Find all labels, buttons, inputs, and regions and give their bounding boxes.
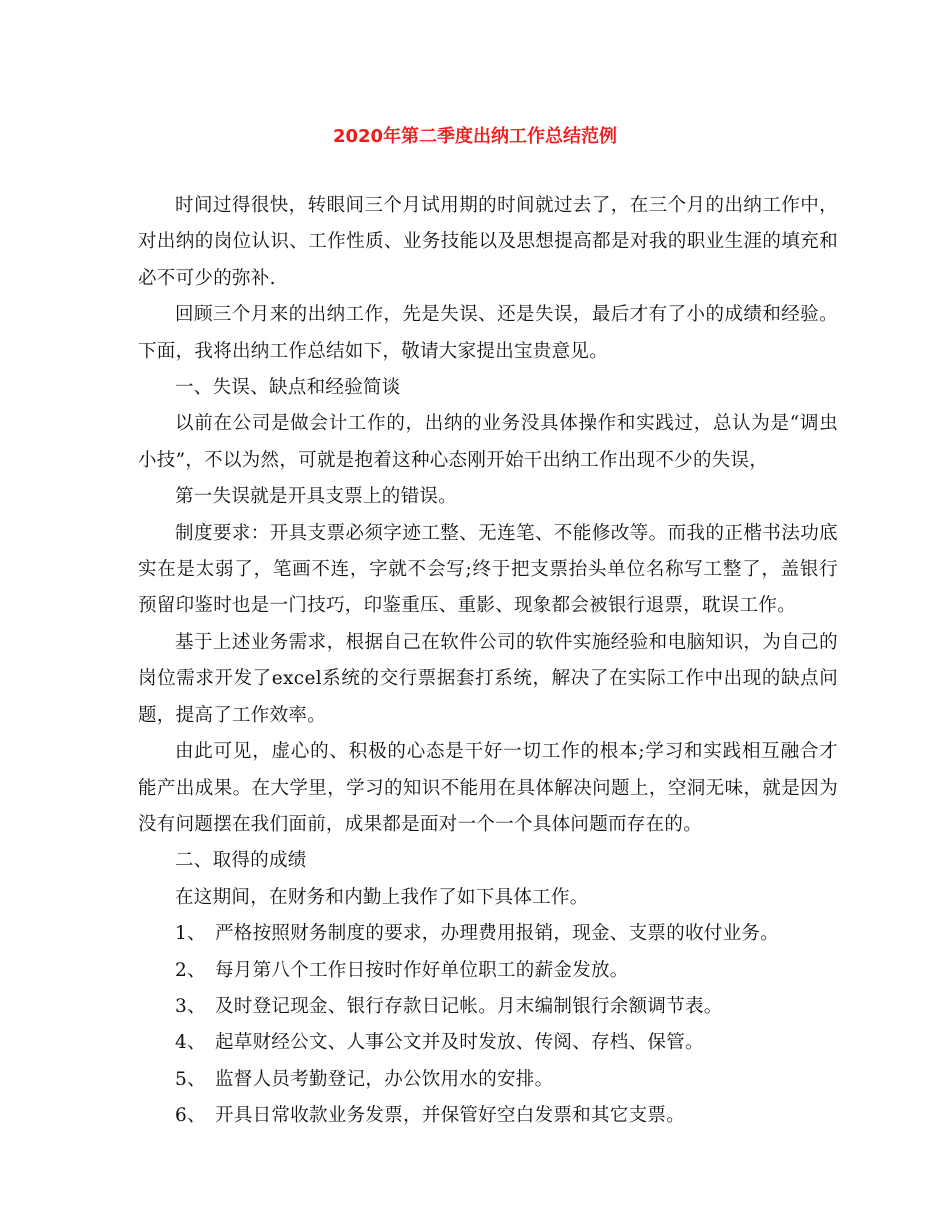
list-item-text: 每月第八个工作日按时作好单位职工的薪金发放。 — [215, 959, 629, 981]
list-item-number: 6、 — [175, 1105, 206, 1127]
list-item-number: 1、 — [175, 923, 206, 945]
paragraph-conclusion: 由此可见，虚心的、积极的心态是干好一切工作的根本;学习和实践相互融合才能产出成果。在大学里，学习的知识不能用在具体解决问题上，空洞无味，就是因为没有问题摆在我们面前，成果都是面对一个一个具体问题而存在的。 — [138, 741, 838, 835]
list-item-number: 5、 — [175, 1068, 206, 1090]
paragraph-work-intro: 在这期间，在财务和内勤上我作了如下具体工作。 — [175, 886, 589, 908]
list-item-text: 及时登记现金、银行存款日记帐。月末编制银行余额调节表。 — [215, 995, 723, 1017]
list-item — [138, 953, 838, 989]
document-title: 2020年第二季度出纳工作总结范例 — [332, 126, 618, 147]
paragraph-first-mistake: 第一失误就是开具支票上的错误。 — [175, 486, 458, 508]
paragraph-intro: 时间过得很快，转眼间三个月试用期的时间就过去了，在三个月的出纳工作中，对出纳的岗位认识、工作性质、业务技能以及思想提高都是对我的职业生涯的填充和必不可少的弥补. — [138, 195, 838, 289]
list-item — [138, 989, 838, 1025]
list-item-number: 3、 — [175, 995, 206, 1017]
list-item — [138, 1062, 838, 1098]
list-item-text: 开具日常收款业务发票，并保管好空白发票和其它支票。 — [215, 1105, 686, 1127]
paragraph-solution: 基于上述业务需求，根据自己在软件公司的软件实施经验和电脑知识，为自己的岗位需求开发了excel系统的交行票据套打系统，解决了在实际工作中出现的缺点问题，提高了工作效率。 — [138, 631, 838, 726]
paragraph-background: 以前在公司是做会计工作的，出纳的业务没具体操作和实践过，总认为是“调虫小技”，不以为然，可就是抱着这种心态刚开始干出纳工作出现不少的失误， — [138, 413, 838, 471]
section-heading-mistakes: 一、失误、缺点和经验简谈 — [175, 377, 401, 399]
section-heading-achievements: 二、取得的成绩 — [175, 850, 307, 872]
paragraph-review: 回顾三个月来的出纳工作，先是失误、还是失误，最后才有了小的成绩和经验。下面，我将出纳工作总结如下，敬请大家提出宝贵意见。 — [138, 304, 838, 362]
paragraph-requirements: 制度要求：开具支票必须字迹工整、无连笔、不能修改等。而我的正楷书法功底实在是太弱了，笔画不连，字就不会写;终于把支票抬头单位名称写工整了，盖银行预留印鉴时也是一门技巧，印鉴重压、重影、现象都会被银行退票，耽误工作。 — [138, 522, 838, 617]
list-item-text: 监督人员考勤登记，办公饮用水的安排。 — [215, 1068, 554, 1090]
list-item — [138, 1098, 838, 1134]
list-item-number: 2、 — [175, 959, 206, 981]
list-item-text: 严格按照财务制度的要求，办理费用报销，现金、支票的收付业务。 — [215, 923, 780, 945]
list-item — [138, 1025, 838, 1061]
list-item-number: 4、 — [175, 1032, 206, 1054]
list-item — [138, 916, 838, 952]
document-body — [138, 188, 838, 1135]
list-item-text: 起草财经公文、人事公文并及时发放、传阅、存档、保管。 — [215, 1032, 704, 1054]
